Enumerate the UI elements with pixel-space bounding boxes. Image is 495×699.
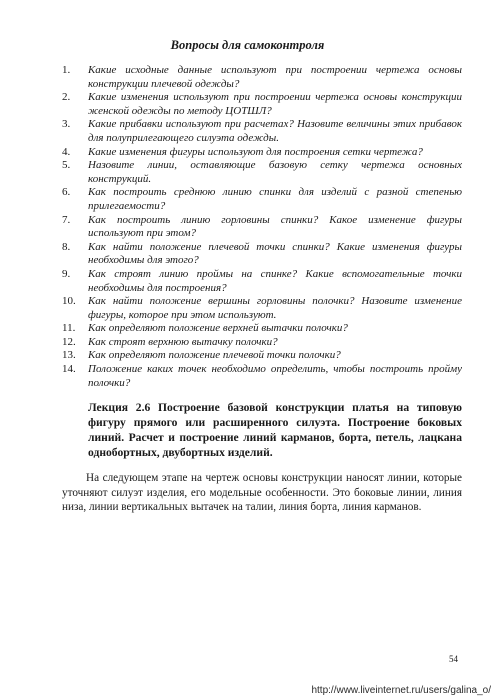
question-number: 14. <box>62 363 76 376</box>
question-text: Как построить среднюю линию спинки для изделий с разной степенью прилегаемости? <box>88 186 462 212</box>
question-text: Какие прибавки используют при расчетах? Назовите величины этих прибавок для полуприлегающего силуэта одежды. <box>88 118 462 144</box>
question-text: Какие изменения используют при построении чертежа основы конструкции женской одежды по методу ЦОТШЛ? <box>88 91 462 117</box>
question-item <box>62 322 462 336</box>
question-item <box>62 363 462 390</box>
question-number: 3. <box>62 118 71 131</box>
question-item <box>62 64 462 91</box>
question-item <box>62 91 462 118</box>
question-text: Как построить линию горловины спинки? Какое изменение фигуры используют при этом? <box>88 213 462 240</box>
question-number: 12. <box>62 335 76 348</box>
page-number: 54 <box>449 654 458 664</box>
question-list <box>62 64 462 390</box>
question-number: 11. <box>62 322 76 335</box>
section-heading: Вопросы для самоконтроля <box>170 38 325 52</box>
question-text: Какие исходные данные используют при построении чертежа основы конструкции плечевой одежды? <box>88 64 462 90</box>
question-number: 13. <box>62 349 76 362</box>
question-text: Как строят линию проймы на спинке? Какие вспомогательные точки необходимы для построения? <box>88 267 462 294</box>
question-item <box>62 118 462 145</box>
question-item <box>62 268 462 295</box>
question-number: 1. <box>62 64 71 76</box>
lecture-title-text: Лекция 2.6 Построение базовой конструкции платья на типовую фигуру прямого или расширенного силуэта. Построение боковых линий. Расчет и построение линий карманов, борта, петель, лацкана однобортных, двубортных изделий. <box>88 401 462 459</box>
question-text: Какие изменения фигуры используют для построения сетки чертежа? <box>88 145 423 158</box>
question-number: 5. <box>62 159 71 172</box>
question-number: 8. <box>62 240 71 253</box>
question-item <box>62 146 462 160</box>
question-item <box>62 295 462 322</box>
body-paragraph: На следующем этапе на чертеж основы конструкции наносят линии, которые уточняют силуэт изделия, его модельные особенности. Это боковые линии, линия низа, линии вертикальных вытачек на талии, линия борта, линия карманов. <box>62 472 462 514</box>
watermark-url: http://www.liveinternet.ru/users/galina_o/ <box>311 685 491 696</box>
question-text: Как определяют положение плечевой точки полочки? <box>88 349 341 362</box>
question-item <box>62 336 462 350</box>
question-item <box>62 241 462 268</box>
question-text: Как найти положение вершины горловины полочки? Назовите изменение фигуры, которое при этом используют. <box>88 295 462 321</box>
question-text: Как определяют положение верхней вытачки полочки? <box>88 322 348 335</box>
question-text: Как строят верхнюю вытачку полочки? <box>88 335 278 348</box>
question-text: Положение каких точек необходимо определить, чтобы построить пройму полочки? <box>88 363 462 389</box>
question-number: 7. <box>62 213 71 226</box>
question-number: 4. <box>62 145 71 158</box>
question-number: 9. <box>62 267 71 280</box>
question-item <box>62 159 462 186</box>
question-text: Назовите линии, оставляющие базовую сетку чертежа основных конструкций. <box>88 159 462 185</box>
question-number: 6. <box>62 186 71 199</box>
question-item <box>62 186 462 213</box>
lecture-title <box>62 400 462 460</box>
question-item <box>62 214 462 241</box>
question-item <box>62 349 462 363</box>
question-text: Как найти положение плечевой точки спинки? Какие изменения фигуры необходимы для этого? <box>88 240 462 267</box>
question-number: 2. <box>62 91 71 104</box>
question-number: 10. <box>62 295 76 308</box>
